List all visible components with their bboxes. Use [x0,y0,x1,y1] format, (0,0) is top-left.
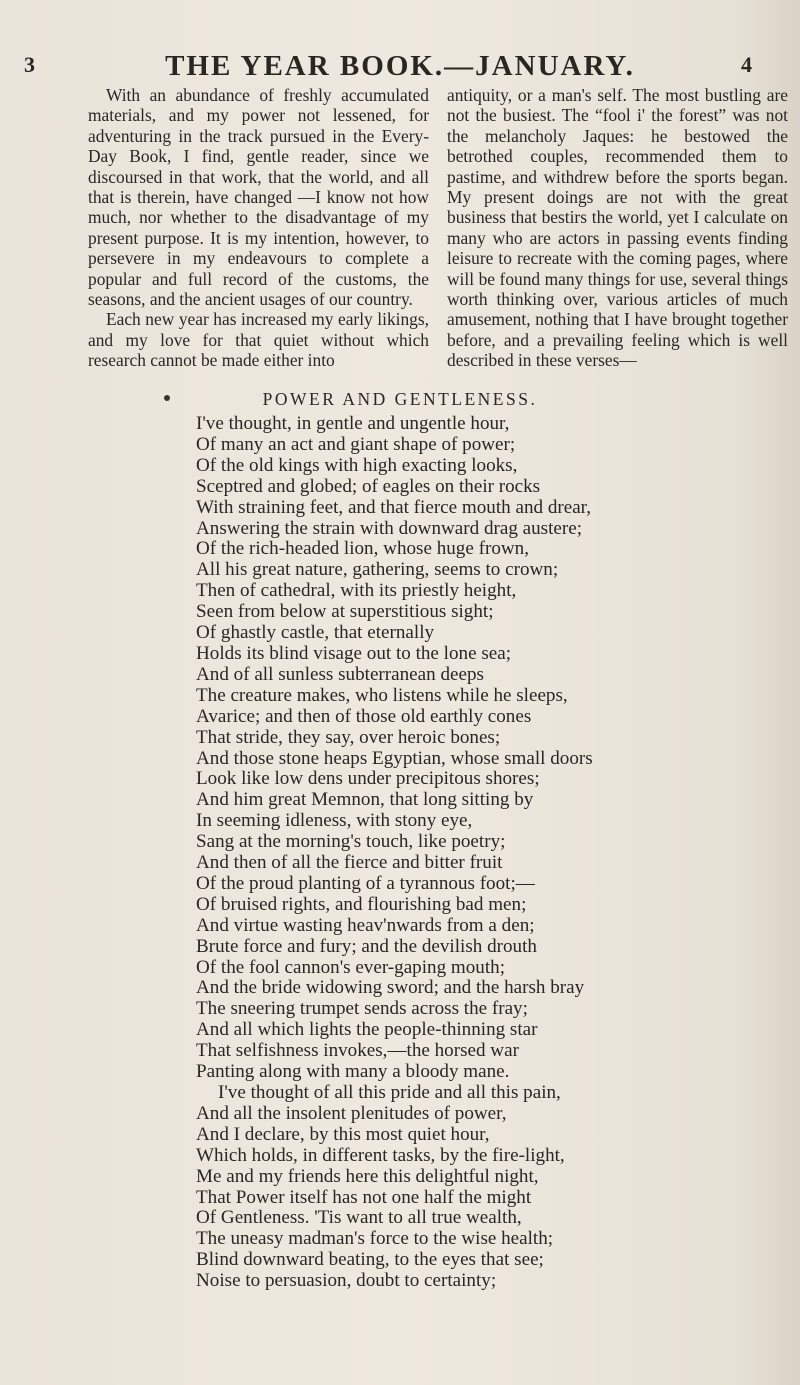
poem-line: That selfishness invokes,—the horsed war [196,1040,519,1062]
poem-line: Which holds, in different tasks, by the fire-light, [196,1144,565,1166]
right-column [447,85,788,371]
poem-line: Look like low dens under precipitous shores; [196,768,540,790]
poem-line: Blind downward beating, to the eyes that see; [196,1249,544,1271]
poem-line: And the bride widowing sword; and the harsh bray [196,977,585,999]
left-column [88,85,429,371]
poem-line: The creature makes, who listens while he sleeps, [196,684,568,706]
poem-title: POWER AND GENTLENESS. [262,389,538,409]
poem-line: All his great nature, gathering, seems to crown; [196,559,559,581]
paragraph: antiquity, or a man's self. The most bustling are not the busiest. The “fool i' the forest” was not the melancholy Jaques: he bestowed the betrothed couples, recommended them to pastime, and withdrew before the sports began. My present doings are not with the great business that bestirs the world, yet I calculate on many who are actors in passing events finding leisure to recreate with the coming pages, where will be found many things for use, several things worth thinking over, various articles of much amusement, nothing that I have brought together before, and a prevailing feeling which is well described in these verses— [447,85,788,371]
paragraph: With an abundance of freshly accumulated materials, and my power not lessened, for adventuring in the track pursued in the Every-Day Book, I find, gentle reader, since we discoursed in that work, that the world, and all that is therein, have changed —I know not how much, nor whether to the disadvantage of my present purpose. It is my intention, however, to persevere in my endeavours to complete a popular and full record of the customs, the seasons, and the ancient usages of our country. [88,85,429,310]
page-number-right: 4 [741,52,752,77]
page-header [20,50,780,84]
poem-line: I've thought, in gentle and ungentle hour, [196,413,510,434]
poem-line: The uneasy madman's force to the wise health; [196,1228,554,1250]
poem-line: And all the insolent plenitudes of power, [196,1102,507,1124]
poem-line: Of the old kings with high exacting looks, [196,454,518,476]
paragraph: Each new year has increased my early likings, and my love for that quiet without which research cannot be made either into [88,309,429,371]
poem-line: Of the proud planting of a tyrannous foot;— [196,872,535,894]
poem-line: In seeming idleness, with stony eye, [196,810,473,832]
poem-line: And I declare, by this most quiet hour, [196,1123,490,1145]
poem-line: Sang at the morning's touch, like poetry; [196,831,506,853]
running-head: THE YEAR BOOK.—JANUARY. [165,50,635,82]
poem-line: Brute force and fury; and the devilish drouth [196,935,537,957]
poem-line: With straining feet, and that fierce mouth and drear, [196,496,592,518]
poem-line: And all which lights the people-thinning star [196,1019,538,1041]
poem-line: Then of cathedral, with its priestly height, [196,580,517,602]
poem-line: And him great Memnon, that long sitting by [196,789,534,811]
poem-line: And of all sunless subterranean deeps [196,663,484,685]
poem [196,414,796,1292]
poem-line: Of Gentleness. 'Tis want to all true wealth, [196,1207,522,1229]
poem-line: And then of all the fierce and bitter fruit [196,852,503,874]
poem-line: Of ghastly castle, that eternally [196,622,435,644]
poem-line: That Power itself has not one half the might [196,1186,532,1208]
poem-line: And virtue wasting heav'nwards from a den; [196,914,535,936]
poem-line: Panting along with many a bloody mane. [196,1061,510,1083]
poem-line: Of the fool cannon's ever-gaping mouth; [196,956,506,978]
poem-line: That stride, they say, over heroic bones; [196,726,501,748]
page-number-left: 3 [24,52,35,77]
poem-line: Answering the strain with downward drag austere; [196,517,583,539]
poem-line: Me and my friends here this delightful night, [196,1165,539,1187]
poem-line: Avarice; and then of those old earthly cones [196,705,532,727]
prose-columns [88,85,788,371]
poem-line: Seen from below at superstitious sight; [196,601,494,623]
poem-line: Sceptred and globed; of eagles on their rocks [196,475,541,497]
poem-line: The sneering trumpet sends across the fray; [196,998,528,1020]
poem-line: Of the rich-headed lion, whose huge frown, [196,538,529,560]
poem-line: Of many an act and giant shape of power; [196,433,516,455]
poem-line: I've thought of all this pride and all this pain, [218,1082,561,1103]
poem-line: Holds its blind visage out to the lone sea; [196,642,512,664]
poem-line: Of bruised rights, and flourishing bad men; [196,893,527,915]
poem-line: Noise to persuasion, doubt to certainty; [196,1270,497,1292]
poem-line: And those stone heaps Egyptian, whose small doors [196,747,593,769]
